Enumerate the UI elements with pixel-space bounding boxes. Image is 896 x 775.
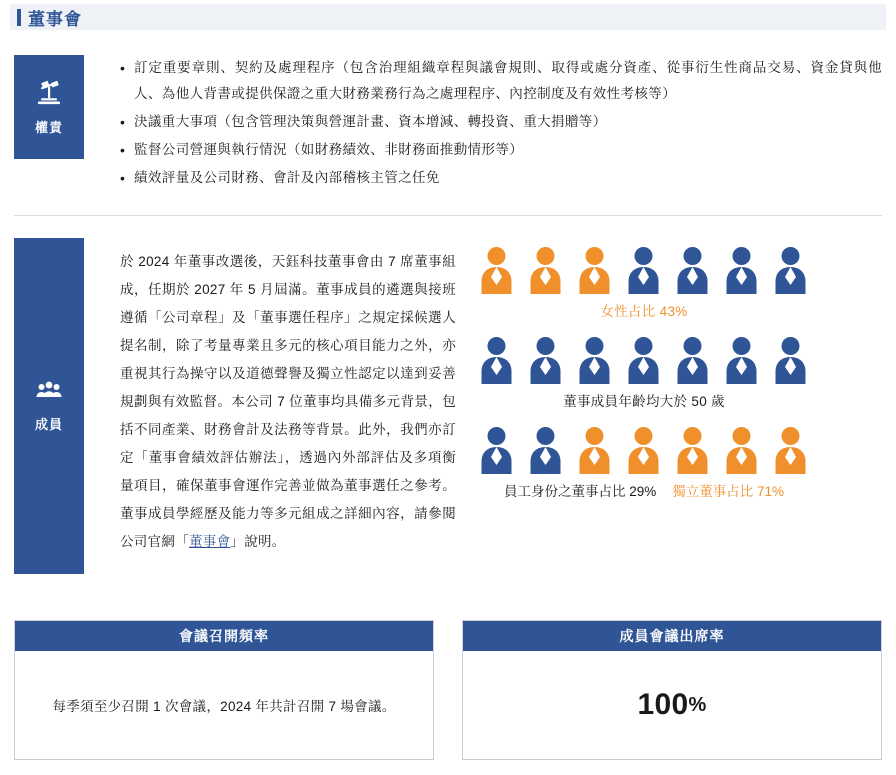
identity-caption-independent: 獨立董事占比 71% xyxy=(672,484,785,499)
section-divider xyxy=(14,215,882,216)
person-icon xyxy=(719,334,764,386)
responsibilities-badge xyxy=(14,55,84,159)
members-badge-label: 成員 xyxy=(34,416,63,432)
age-pictogram xyxy=(474,334,814,386)
title-accent-bar xyxy=(17,9,21,26)
attendance-rate-title: 成員會議出席率 xyxy=(463,621,881,651)
responsibilities-section xyxy=(14,55,882,193)
person-icon xyxy=(474,424,519,476)
members-infographic xyxy=(456,238,882,514)
gavel-icon xyxy=(35,79,63,111)
person-icon xyxy=(621,424,666,476)
person-icon xyxy=(621,334,666,386)
responsibilities-badge-label: 權責 xyxy=(34,119,63,135)
members-paragraph xyxy=(84,238,456,556)
person-icon xyxy=(768,334,813,386)
person-icon xyxy=(719,424,764,476)
page-title: 董事會 xyxy=(28,9,82,29)
list-item: • 決議重大事項（包含管理決策與營運計畫、資本增減、轉投資、重大捐贈等） xyxy=(120,109,882,135)
gender-caption: 女性占比 43% xyxy=(600,304,688,319)
bottom-cards xyxy=(14,620,882,760)
list-item: • 監督公司營運與執行情況（如財務績效、非財務面推動情形等） xyxy=(120,137,882,163)
person-icon xyxy=(768,424,813,476)
age-caption: 董事成員年齡均大於 50 歲 xyxy=(563,394,725,409)
people-icon xyxy=(35,380,63,408)
person-icon xyxy=(768,244,813,296)
person-icon xyxy=(572,334,617,386)
person-icon xyxy=(523,244,568,296)
members-badge xyxy=(14,238,84,574)
identity-captions xyxy=(474,480,814,500)
person-icon xyxy=(523,334,568,386)
person-icon xyxy=(670,334,715,386)
members-section xyxy=(14,238,882,574)
person-icon xyxy=(621,244,666,296)
meeting-frequency-title: 會議召開頻率 xyxy=(15,621,433,651)
meeting-frequency-body: 每季須至少召開 1 次會議，2024 年共計召開 7 場會議。 xyxy=(52,699,396,714)
list-item: • 績效評量及公司財務、會計及內部稽核主管之任免 xyxy=(120,165,882,191)
age-group xyxy=(474,334,814,410)
person-icon xyxy=(719,244,764,296)
attendance-rate-body xyxy=(463,651,881,759)
attendance-rate-suffix: % xyxy=(688,693,707,716)
gender-group xyxy=(474,244,814,320)
board-link[interactable]: 董事會 xyxy=(189,534,231,549)
person-icon xyxy=(572,424,617,476)
person-icon xyxy=(670,424,715,476)
list-item: • 訂定重要章則、契約及處理程序（包含治理組織章程與議會規則、取得或處分資產、從事衍生性商品交易、資金貸與他人、為他人背書或提供保證之重大財務業務行為之處理程序、內控制度及有效性考核等） xyxy=(120,55,882,107)
members-paragraph-before: 於 2024 年董事改選後，天鈺科技董事會由 7 席董事組成，任期於 2027 年 5 月屆滿。董事成員的遴選與接班遵循「公司章程」及「董事選任程序」之規定採候選人提名制，除了考量專業且多元的核心項目能力之外，亦重視其行為操守以及道德聲譽及獨立性認定以達到妥善規劃與有效監督。本公司 7 位董事均具備多元背景，包括不同產業、財務會計及法務等背景。此外，我們亦訂定「董事會績效評估辦法」，透過內外部評估及多項衡量項目，確保董事會運作完善並做為董事選任之參考。董事成員學經歷及能力等多元組成之詳細內容，請參閱公司官網「 xyxy=(120,254,456,549)
person-icon xyxy=(670,244,715,296)
page-title-bar xyxy=(10,4,886,30)
person-icon xyxy=(474,334,519,386)
identity-pictogram xyxy=(474,424,814,476)
responsibilities-list xyxy=(84,55,882,193)
identity-group xyxy=(474,424,814,500)
identity-caption-employee: 員工身份之董事占比 29% xyxy=(503,484,657,499)
person-icon xyxy=(474,244,519,296)
person-icon xyxy=(523,424,568,476)
attendance-rate-card xyxy=(462,620,882,760)
gender-pictogram xyxy=(474,244,814,296)
meeting-frequency-card xyxy=(14,620,434,760)
attendance-rate-value: 100 xyxy=(637,688,689,721)
members-paragraph-after: 」說明。 xyxy=(230,534,286,549)
person-icon xyxy=(572,244,617,296)
